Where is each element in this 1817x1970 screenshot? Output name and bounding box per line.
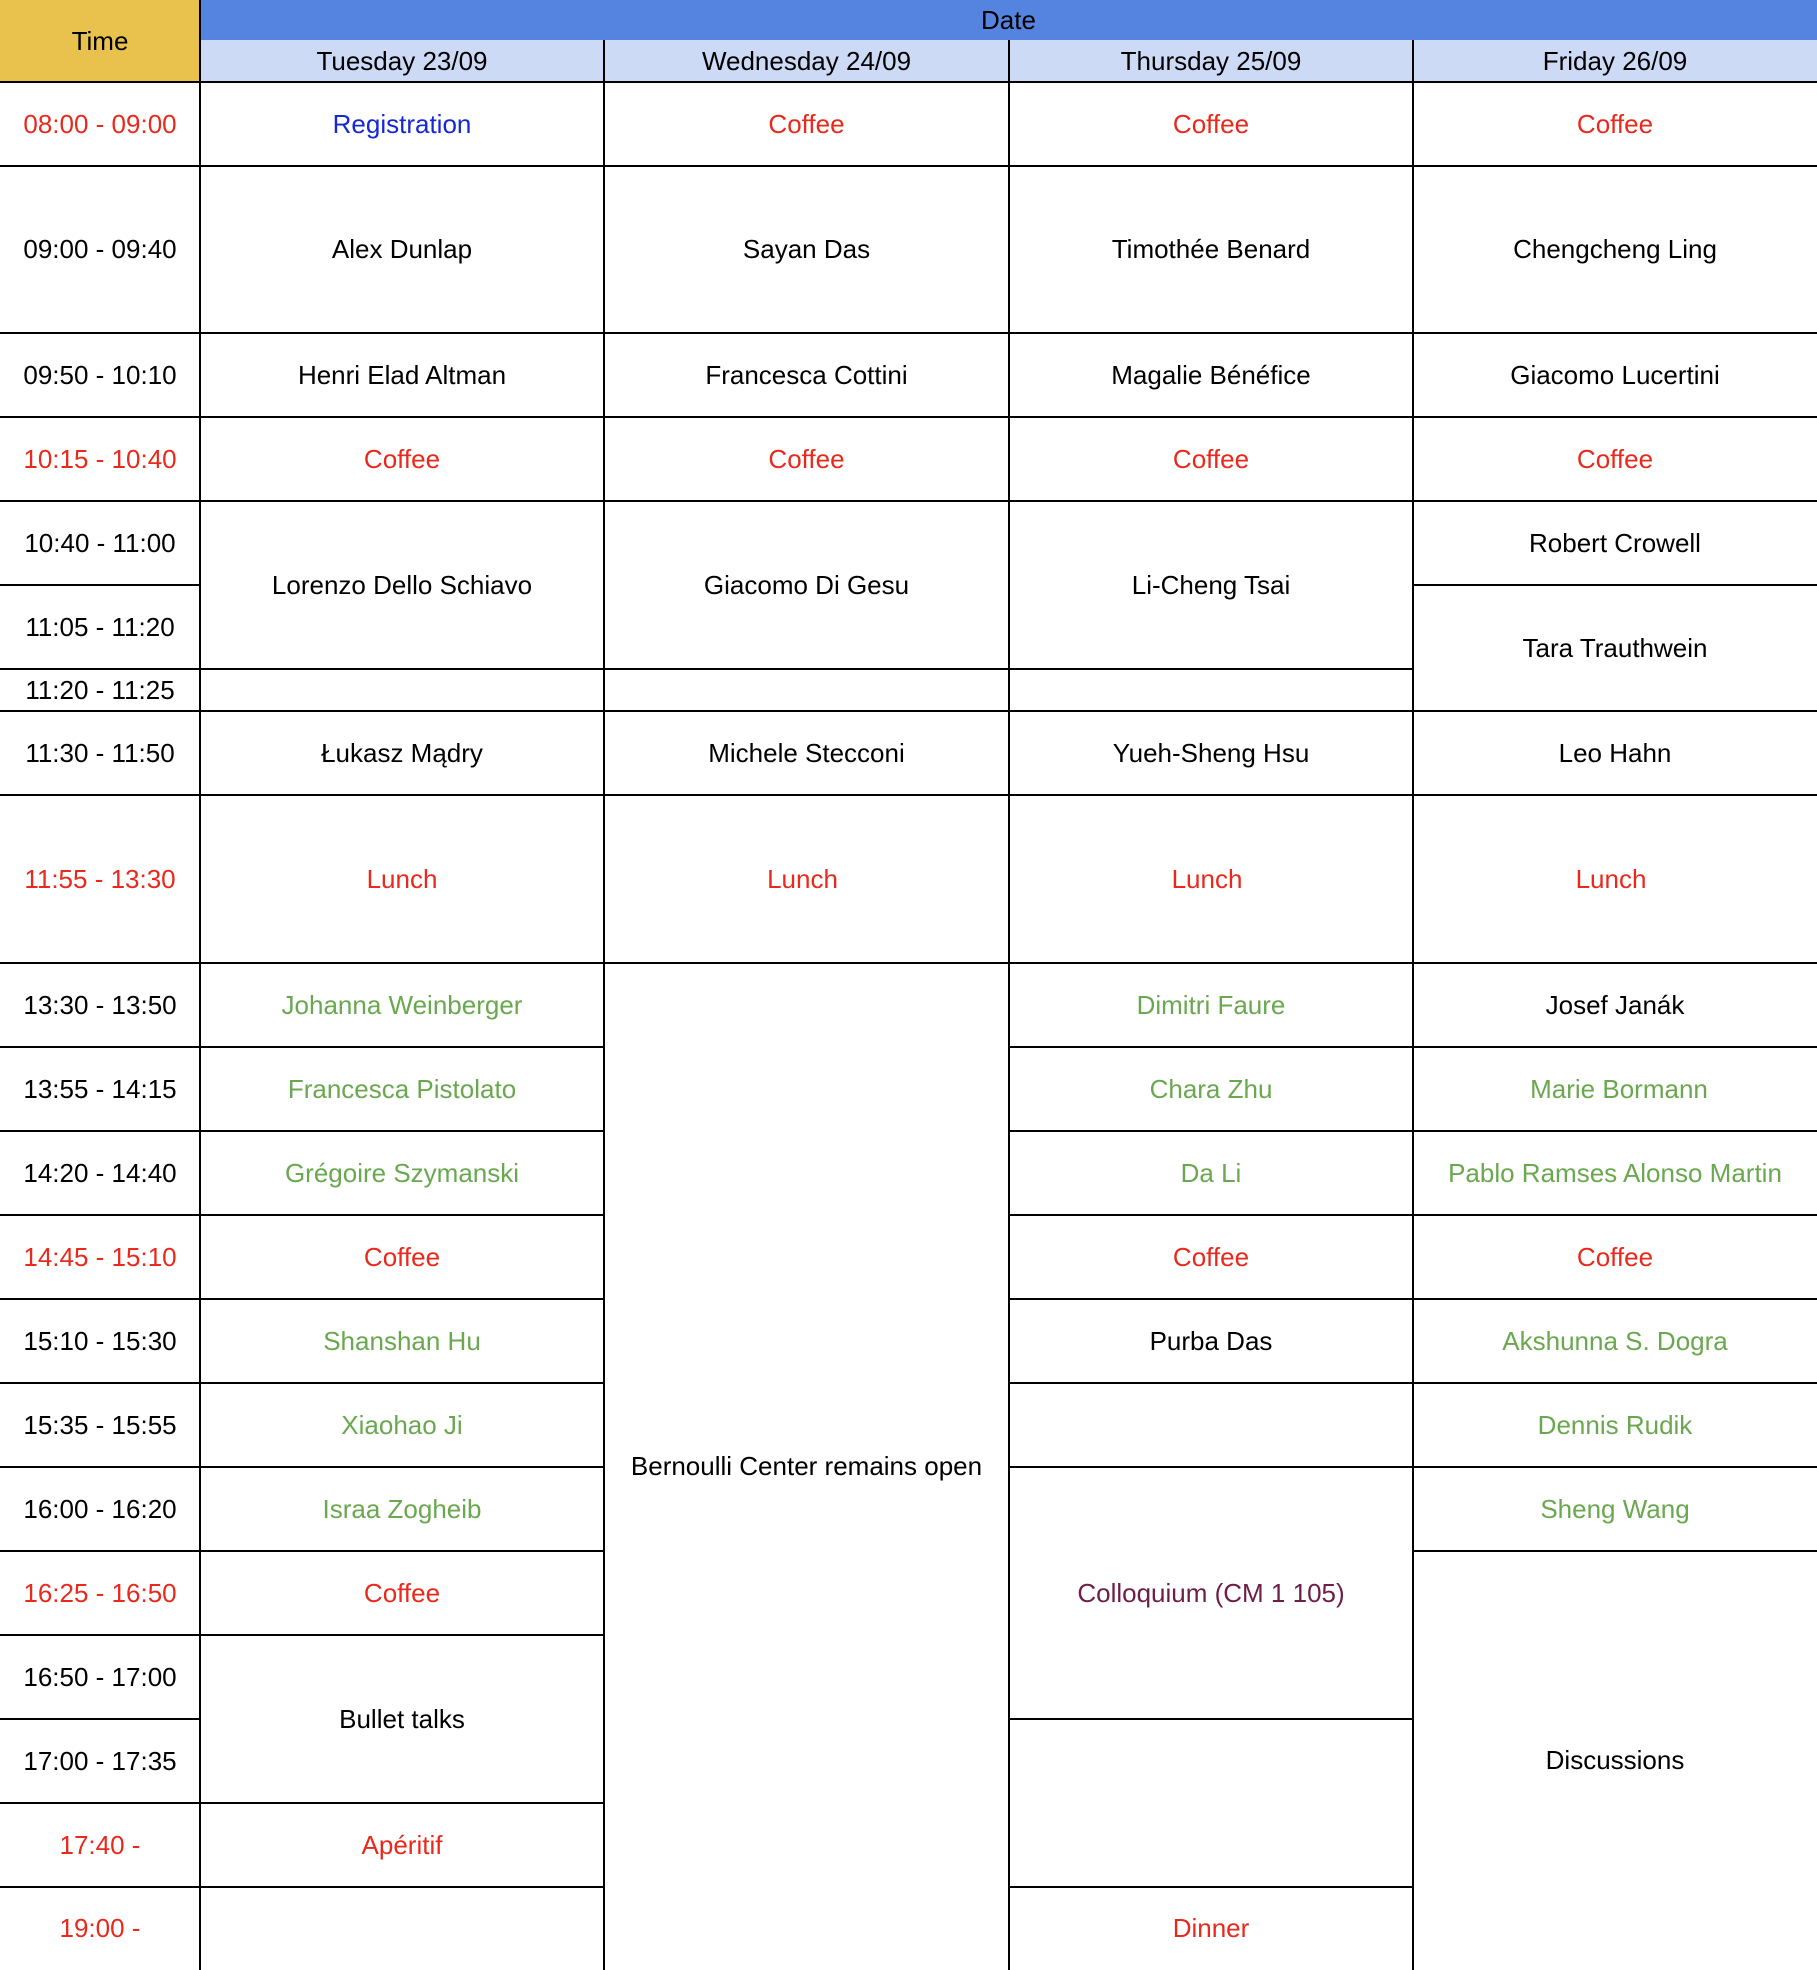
grid-line <box>0 962 1817 964</box>
discussions-cell: Discussions <box>1545 1745 1685 1775</box>
coffee-cell: Coffee <box>363 1241 441 1272</box>
grid-line <box>1413 1550 1817 1552</box>
talk-cell: Chengcheng Ling <box>1513 234 1717 264</box>
talk-cell: Michele Stecconi <box>708 737 905 768</box>
talk-cell: Josef Janák <box>1545 989 1685 1020</box>
grid-line <box>0 1802 604 1804</box>
time-slot: 16:50 - 17:00 <box>23 1661 177 1692</box>
time-slot: 08:00 - 09:00 <box>23 108 177 139</box>
talk-cell: Li-Cheng Tsai <box>1131 569 1291 600</box>
talk-cell: Akshunna S. Dogra <box>1502 1325 1728 1356</box>
talk-cell: Francesca Cottini <box>705 359 908 390</box>
grid-line <box>0 500 1817 502</box>
grid-line <box>1008 40 1010 1970</box>
grid-line <box>199 0 201 1970</box>
grid-line <box>0 1382 604 1384</box>
grid-line <box>0 584 200 586</box>
talk-cell: Grégoire Szymanski <box>284 1157 520 1188</box>
talk-cell: Dimitri Faure <box>1136 989 1286 1020</box>
aperitif-cell: Apéritif <box>361 1829 443 1860</box>
grid-line <box>1009 1130 1817 1132</box>
time-slot: 13:30 - 13:50 <box>23 989 177 1020</box>
grid-line <box>1009 1886 1413 1888</box>
talk-cell: Robert Crowell <box>1529 527 1701 558</box>
grid-line <box>0 1466 604 1468</box>
colloquium-cell: Colloquium (CM 1 105) <box>1077 1577 1345 1608</box>
grid-line <box>1009 1382 1817 1384</box>
time-slot: 11:55 - 13:30 <box>24 863 176 894</box>
coffee-cell: Coffee <box>1576 108 1654 139</box>
day-header-thursday: Thursday 25/09 <box>1009 40 1413 82</box>
talk-cell: Lorenzo Dello Schiavo <box>271 569 533 600</box>
time-slot: 11:05 - 11:20 <box>25 611 175 642</box>
talk-cell: Tara Trauthwein <box>1522 632 1708 663</box>
grid-line <box>1412 40 1414 1970</box>
talk-cell: Pablo Ramses Alonso Martin <box>1448 1157 1782 1188</box>
time-slot: 10:15 - 10:40 <box>23 443 177 474</box>
time-slot: 17:00 - 17:35 <box>23 1745 177 1776</box>
time-slot: 16:00 - 16:20 <box>23 1493 177 1524</box>
grid-line <box>0 1886 604 1888</box>
time-slot: 14:45 - 15:10 <box>23 1241 177 1272</box>
grid-line <box>0 668 1413 670</box>
day-header-wednesday: Wednesday 24/09 <box>604 40 1009 82</box>
talk-cell: Israa Zogheib <box>322 1493 482 1524</box>
dinner-cell: Dinner <box>1172 1913 1250 1943</box>
time-slot: 11:30 - 11:50 <box>25 737 175 768</box>
talk-cell: Dennis Rudik <box>1537 1409 1693 1440</box>
lunch-cell: Lunch <box>366 863 438 894</box>
talk-cell: Leo Hahn <box>1558 737 1672 768</box>
time-slot: 10:40 - 11:00 <box>24 527 176 558</box>
grid-line <box>1009 1718 1413 1720</box>
talk-cell: Giacomo Lucertini <box>1510 359 1720 390</box>
lunch-cell: Lunch <box>1171 863 1243 894</box>
grid-line <box>0 1298 604 1300</box>
talk-cell: Yueh-Sheng Hsu <box>1112 737 1310 768</box>
talk-cell: Giacomo Di Gesu <box>703 569 910 600</box>
time-slot: 09:00 - 09:40 <box>23 234 177 264</box>
grid-line <box>1009 1298 1817 1300</box>
talk-cell: Magalie Bénéfice <box>1111 359 1311 390</box>
time-slot: 15:35 - 15:55 <box>23 1409 177 1440</box>
day-header-friday: Friday 26/09 <box>1413 40 1817 82</box>
talk-cell: Timothée Benard <box>1111 234 1311 264</box>
grid-line <box>1009 1046 1817 1048</box>
date-header: Date <box>200 0 1817 40</box>
time-slot: 16:25 - 16:50 <box>23 1577 177 1608</box>
time-slot: 13:55 - 14:15 <box>23 1073 177 1104</box>
coffee-cell: Coffee <box>1172 1241 1250 1272</box>
coffee-cell: Coffee <box>1576 1241 1654 1272</box>
grid-line <box>0 81 1817 83</box>
grid-line <box>1009 1214 1817 1216</box>
time-slot: 09:50 - 10:10 <box>23 359 177 390</box>
talk-cell: Purba Das <box>1149 1325 1273 1356</box>
talk-cell: Xiaohao Ji <box>341 1409 463 1440</box>
talk-cell: Henri Elad Altman <box>297 359 507 390</box>
grid-line <box>0 1214 604 1216</box>
coffee-cell: Coffee <box>1172 108 1250 139</box>
time-slot: 17:40 - <box>59 1829 141 1860</box>
lunch-cell: Lunch <box>767 863 838 894</box>
talk-cell: Sayan Das <box>742 234 871 264</box>
grid-line <box>1413 584 1817 586</box>
time-slot: 11:20 - 11:25 <box>25 674 175 705</box>
talk-cell: Da Li <box>1180 1157 1242 1188</box>
coffee-cell: Coffee <box>1576 443 1654 474</box>
grid-line <box>0 1718 200 1720</box>
talk-cell: Łukasz Mądry <box>321 737 483 768</box>
center-open-cell: Bernoulli Center remains open <box>630 1451 983 1481</box>
time-slot: 19:00 - <box>59 1913 141 1943</box>
talk-cell: Johanna Weinberger <box>281 989 523 1020</box>
grid-line <box>0 165 1817 167</box>
grid-line <box>1009 1466 1817 1468</box>
grid-line <box>0 332 1817 334</box>
talk-cell: Francesca Pistolato <box>287 1073 517 1104</box>
grid-line <box>0 416 1817 418</box>
talk-cell: Marie Bormann <box>1530 1073 1708 1104</box>
time-slot: 14:20 - 14:40 <box>23 1157 177 1188</box>
coffee-cell: Coffee <box>363 443 441 474</box>
coffee-cell: Coffee <box>768 108 845 139</box>
grid-line <box>0 1550 604 1552</box>
time-header: Time <box>0 0 200 82</box>
bullet-talks-cell: Bullet talks <box>339 1703 465 1734</box>
lunch-cell: Lunch <box>1575 863 1647 894</box>
day-header-tuesday: Tuesday 23/09 <box>200 40 604 82</box>
coffee-cell: Coffee <box>1172 443 1250 474</box>
grid-line <box>0 1634 604 1636</box>
coffee-cell: Coffee <box>363 1577 441 1608</box>
grid-line <box>0 710 1817 712</box>
talk-cell: Shanshan Hu <box>323 1325 481 1356</box>
time-slot: 15:10 - 15:30 <box>23 1325 177 1356</box>
grid-line <box>603 40 605 1970</box>
grid-line <box>0 794 1817 796</box>
talk-cell: Chara Zhu <box>1149 1073 1273 1104</box>
talk-cell: Alex Dunlap <box>331 234 473 264</box>
registration-cell: Registration <box>332 108 472 139</box>
coffee-cell: Coffee <box>768 443 845 474</box>
talk-cell: Sheng Wang <box>1540 1493 1690 1524</box>
grid-line <box>0 1130 604 1132</box>
grid-line <box>0 1046 604 1048</box>
